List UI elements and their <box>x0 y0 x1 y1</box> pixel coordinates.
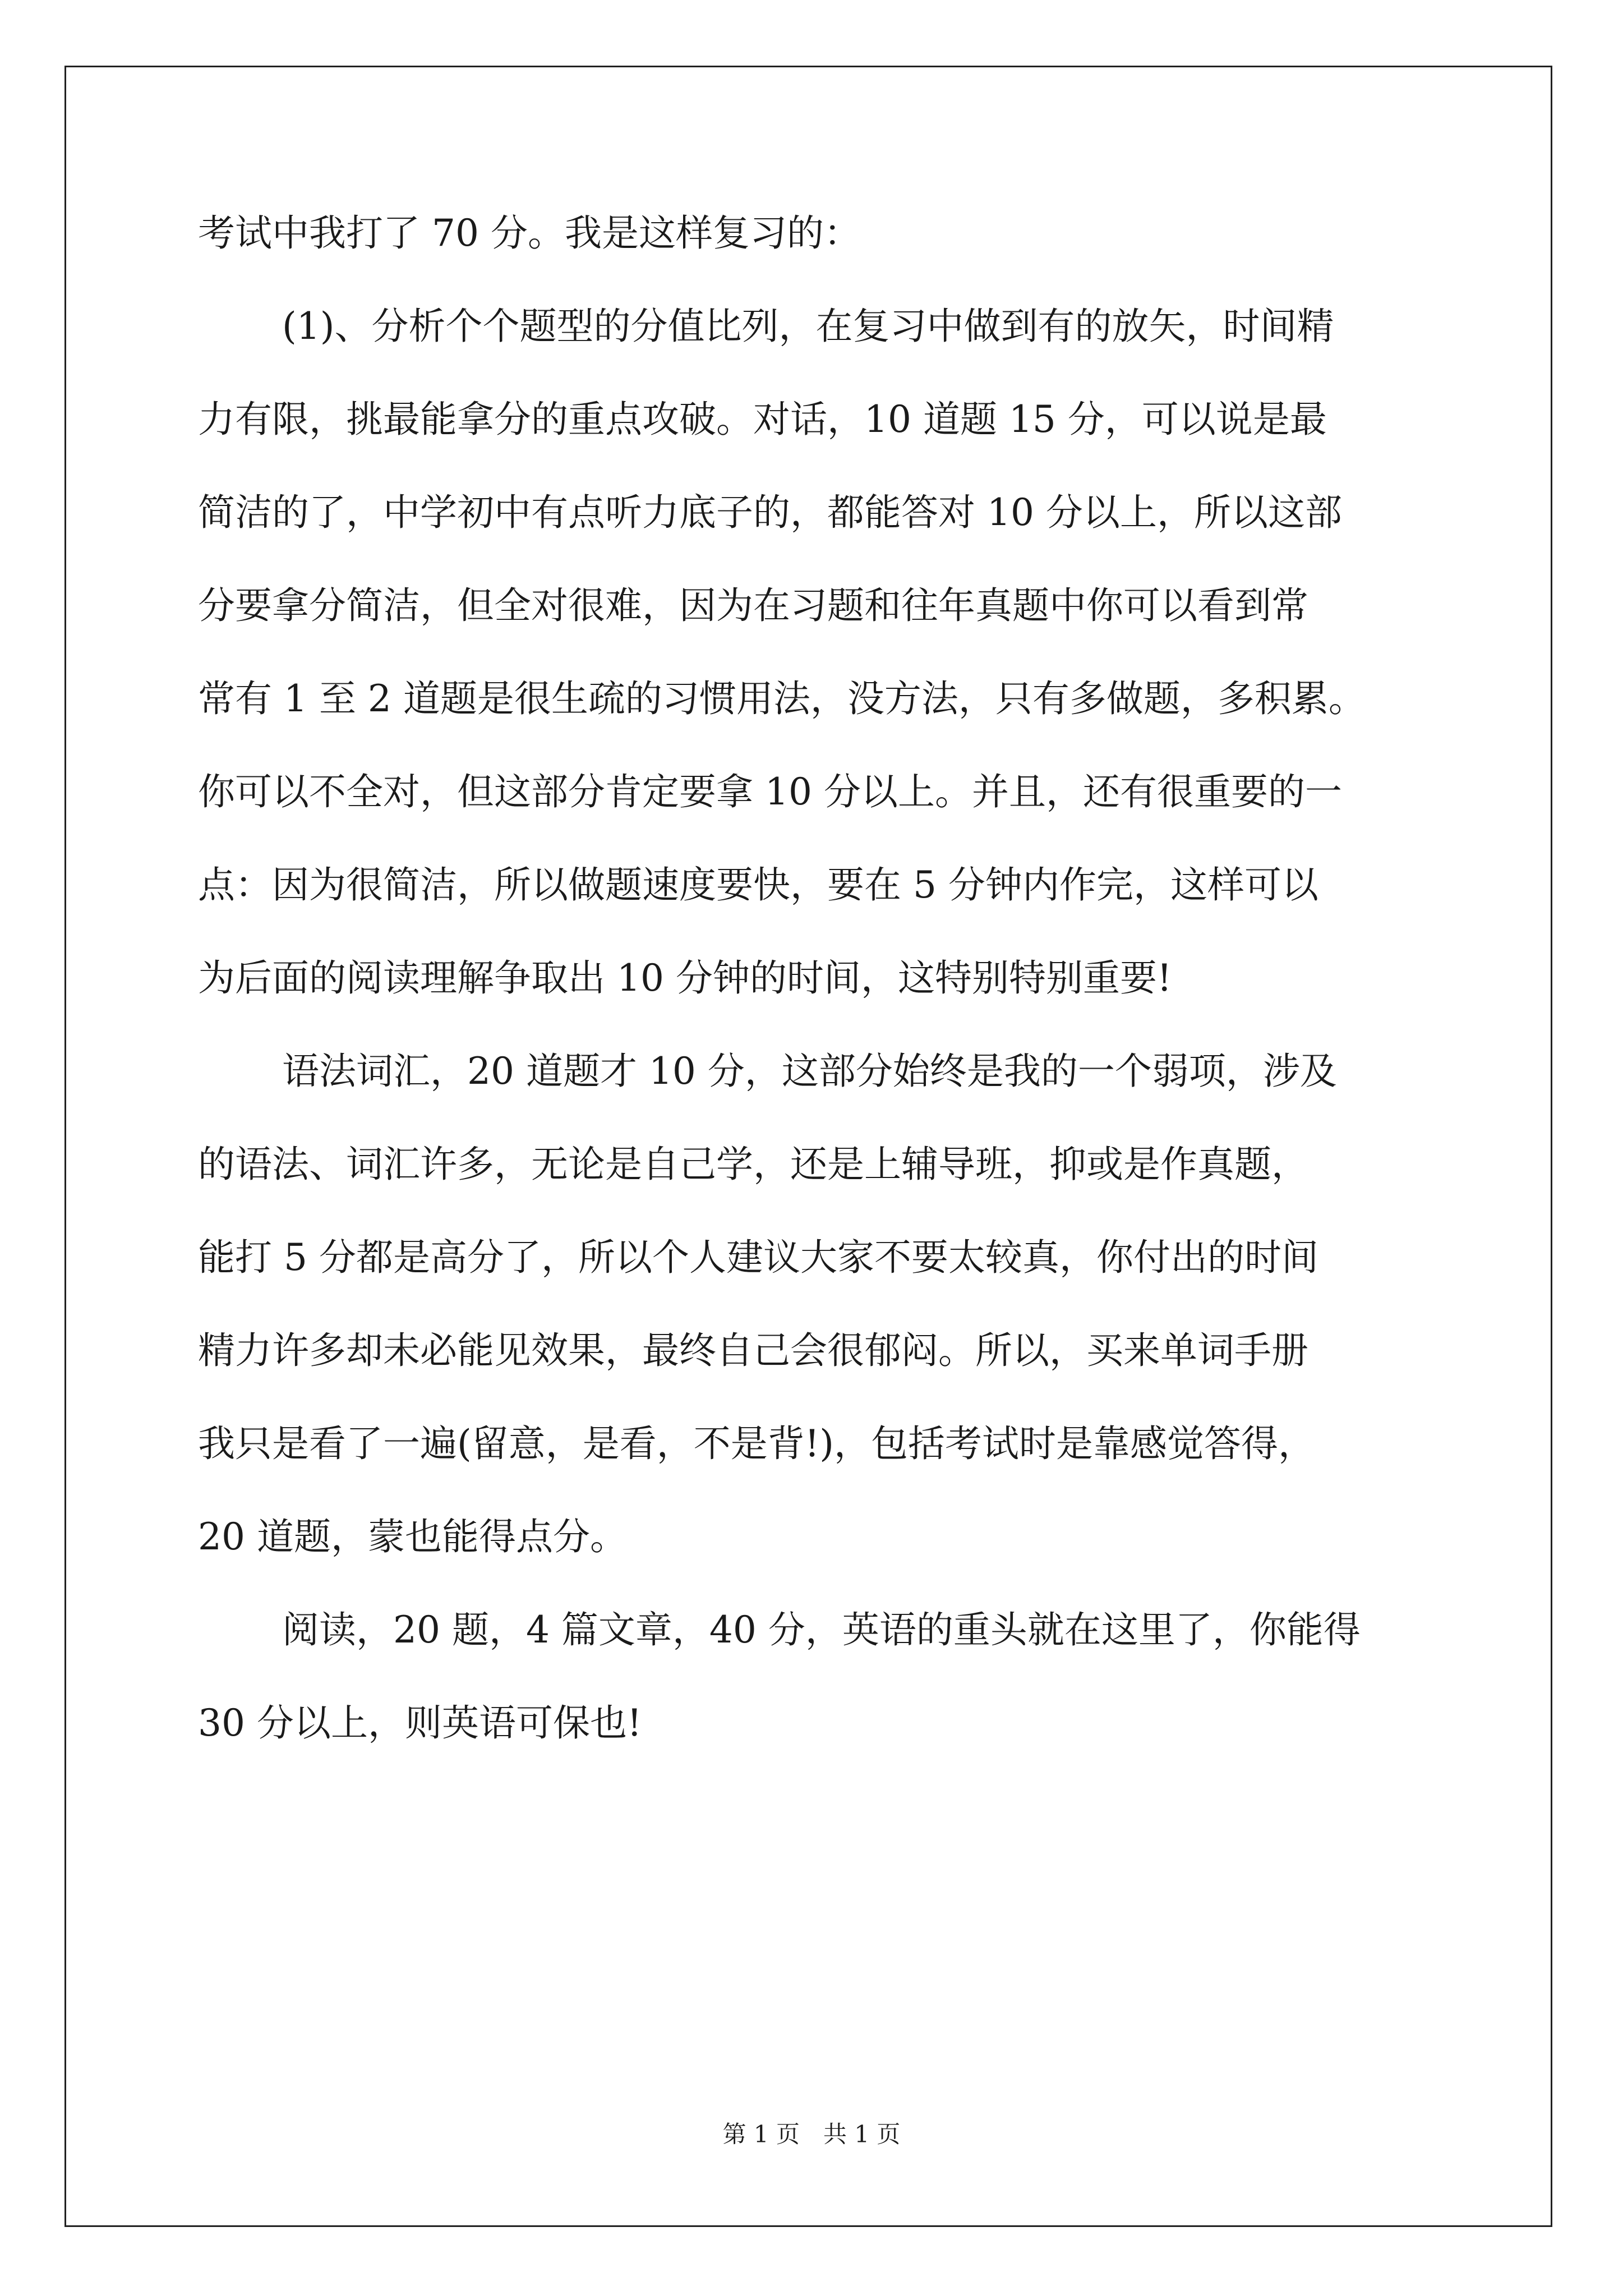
text-line-13: 精力许多却未必能见效果，最终自己会很郁闷。所以，买来单词手册 <box>198 1329 1308 1372</box>
text-line-12: 能打 5 分都是高分了，所以个人建议大家不要太较真，你付出的时间 <box>198 1236 1318 1279</box>
text-line-5: 分要拿分简洁，但全对很难，因为在习题和往年真题中你可以看到常 <box>198 584 1308 627</box>
text-line-17: 30 分以上，则英语可保也! <box>198 1701 642 1745</box>
page-number-footer: 第 1 页 共 1 页 <box>722 2120 901 2148</box>
text-line-10: 语法词汇，20 道题才 10 分，这部分始终是我的一个弱项，涉及 <box>282 1050 1337 1093</box>
text-line-2: (1)、分析个个题型的分值比列，在复习中做到有的放矢，时间精 <box>282 305 1334 348</box>
text-line-8: 点：因为很简洁，所以做题速度要快，要在 5 分钟内作完，这样可以 <box>198 863 1318 907</box>
text-line-3: 力有限，挑最能拿分的重点攻破。对话，10 道题 15 分，可以说是最 <box>198 398 1327 441</box>
text-line-14: 我只是看了一遍(留意，是看，不是背!)，包括考试时是靠感觉答得， <box>198 1422 1316 1465</box>
text-line-9: 为后面的阅读理解争取出 10 分钟的时间，这特别特别重要! <box>198 956 1172 1000</box>
text-line-16: 阅读，20 题，4 篇文章，40 分，英语的重头就在这里了，你能得 <box>282 1608 1361 1651</box>
text-line-7: 你可以不全对，但这部分肯定要拿 10 分以上。并且，还有很重要的一 <box>198 770 1342 813</box>
text-line-15: 20 道题，蒙也能得点分。 <box>198 1515 627 1558</box>
text-line-4: 简洁的了，中学初中有点听力底子的，都能答对 10 分以上，所以这部 <box>198 491 1342 534</box>
text-line-11: 的语法、词汇许多，无论是自己学，还是上辅导班，抑或是作真题， <box>198 1143 1308 1186</box>
text-line-1: 考试中我打了 70 分。我是这样复习的： <box>198 211 861 255</box>
text-line-6: 常有 1 至 2 道题是很生疏的习惯用法，没方法，只有多做题，多积累。 <box>198 677 1366 720</box>
